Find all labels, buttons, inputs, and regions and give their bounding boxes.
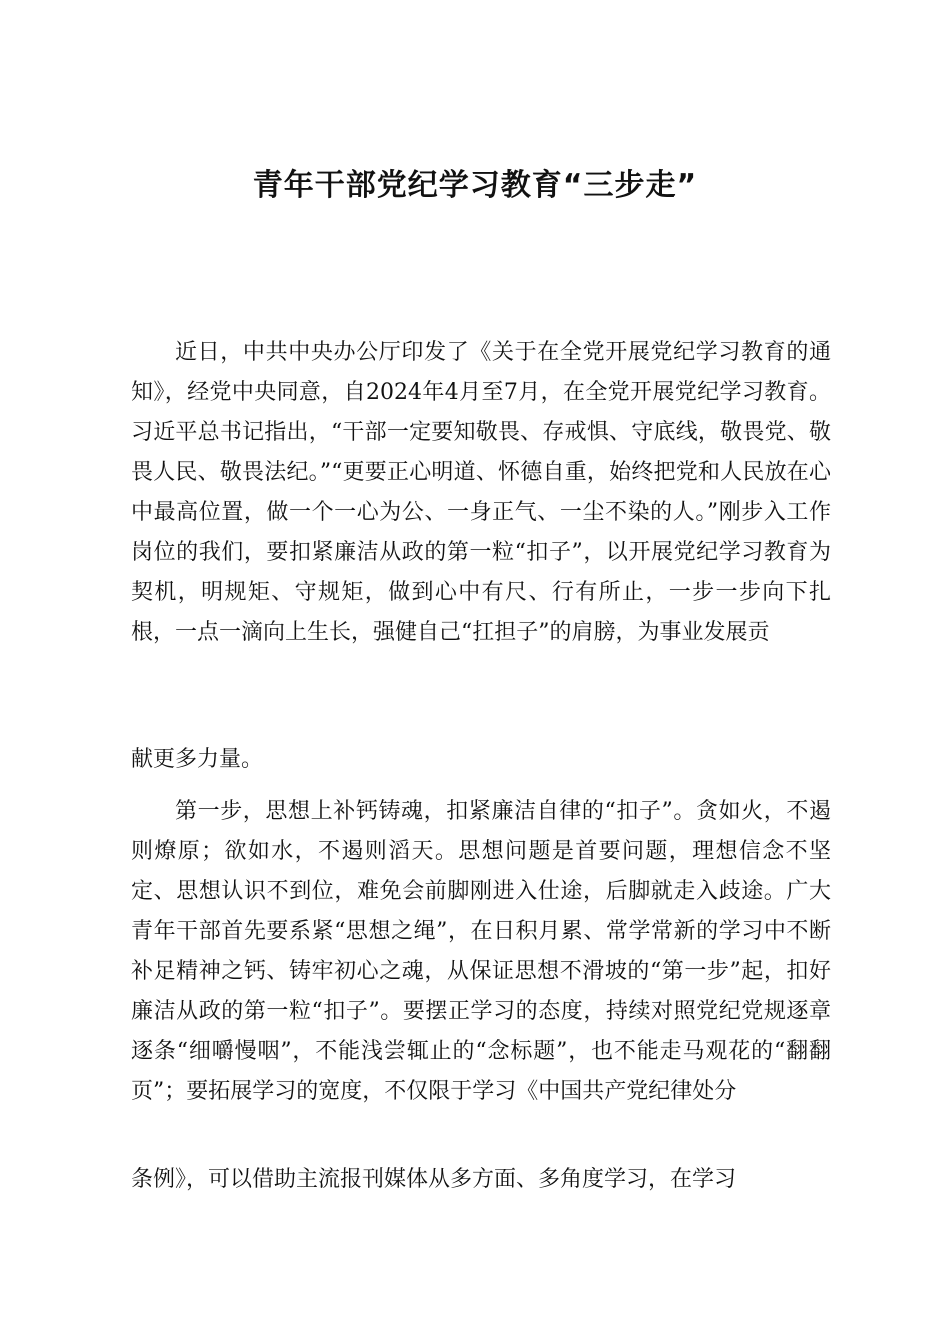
paragraph-step-one: 第一步，思想上补钙铸魂，扣紧廉洁自律的“扣子”。贪如火，不遏则燎原；欲如水，不遏则滔天。思想问题是首要问题，理想信念不坚定、思想认识不到位，难免会前脚刚进入仕途，后脚就走入歧途。广大青年干部首先要系紧“思想之绳”，在日积月累、常学常新的学习中不断补足精神之钙、铸牢初心之魂，从保证思想不滑坡的“第一步”起，扣好廉洁从政的第一粒“扣子”。要摆正学习的态度，持续对照党纪党规逐章逐条“细嚼慢咽”，不能浅尝辄止的“念标题”，也不能走马观花的“翻翻页”；要拓展学习的宽度，不仅限于学习《中国共产党纪律处分 [131,799,831,1104]
document-title: 青年干部党纪学习教育“三步走” [252,168,698,203]
paragraph-intro: 近日，中共中央办公厅印发了《关于在全党开展党纪学习教育的通知》，经党中央同意，自2024年4月至7月，在全党开展党纪学习教育。习近平总书记指出，“干部一定要知敬畏、存戒惧、守底线，敬畏党、敬畏人民、敬畏法纪。”“更要正心明道、怀德自重，始终把党和人民放在心中最高位置，做一个一心为公、一身正气、一尘不染的人。”刚步入工作岗位的我们，要扣紧廉洁从政的第一粒“扣子”，以开展党纪学习教育为契机，明规矩、守规矩，做到心中有尺、行有所止，一步一步向下扎根，一点一滴向上生长，强健自己“扛担子”的肩膀，为事业发展贡 [131,340,831,645]
paragraph-step-one-continued: 条例》，可以借助主流报刊媒体从多方面、多角度学习，在学习 [131,1167,737,1192]
paragraph-intro-continued: 献更多力量。 [131,747,264,772]
